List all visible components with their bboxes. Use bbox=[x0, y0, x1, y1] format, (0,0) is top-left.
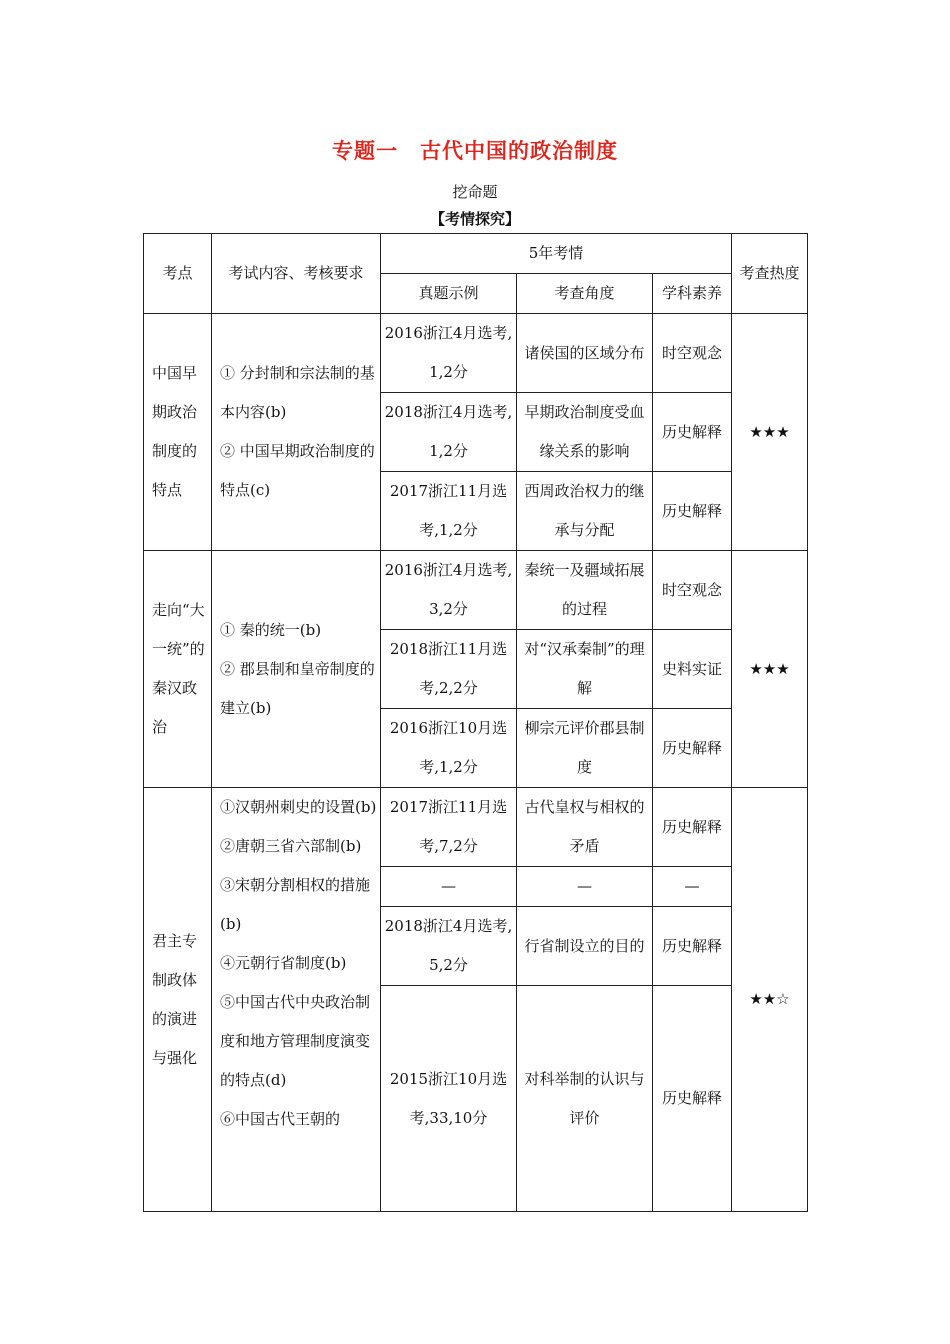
content-cell: ① 秦的统一(b) ② 郡县制和皇帝制度的建立(b) bbox=[212, 551, 381, 788]
heat-rating: ★★★ bbox=[732, 551, 808, 788]
example-cell: 2018浙江11月选考,2,2分 bbox=[381, 630, 517, 709]
angle-cell: 行省制设立的目的 bbox=[517, 907, 653, 986]
content-cell: ① 分封制和宗法制的基本内容(b) ② 中国早期政治制度的特点(c) bbox=[212, 314, 381, 551]
angle-cell: 诸侯国的区域分布 bbox=[517, 314, 653, 393]
example-cell: 2018浙江4月选考,1,2分 bbox=[381, 393, 517, 472]
subtitle: 挖命题 bbox=[452, 183, 498, 201]
header-heat: 考查热度 bbox=[732, 234, 808, 314]
exam-analysis-table bbox=[143, 233, 808, 1212]
literacy-cell: 历史解释 bbox=[653, 709, 732, 788]
example-cell: 2016浙江4月选考,1,2分 bbox=[381, 314, 517, 393]
header-example: 真题示例 bbox=[381, 274, 517, 314]
heat-rating: ★★★ bbox=[732, 314, 808, 551]
angle-cell: 秦统一及疆域拓展的过程 bbox=[517, 551, 653, 630]
angle-cell: 对“汉承秦制”的理解 bbox=[517, 630, 653, 709]
literacy-cell: 史料实证 bbox=[653, 630, 732, 709]
example-cell: 2016浙江10月选考,1,2分 bbox=[381, 709, 517, 788]
literacy-cell: 历史解释 bbox=[653, 986, 732, 1212]
header-five-year: 5年考情 bbox=[381, 234, 732, 274]
header-point: 考点 bbox=[144, 234, 212, 314]
angle-cell: — bbox=[517, 867, 653, 907]
angle-cell: 西周政治权力的继承与分配 bbox=[517, 472, 653, 551]
example-cell: 2018浙江4月选考,5,2分 bbox=[381, 907, 517, 986]
angle-cell: 对科举制的认识与评价 bbox=[517, 986, 653, 1212]
section-heading: 【考情探究】 bbox=[429, 210, 520, 228]
heat-rating: ★★☆ bbox=[732, 788, 808, 1212]
literacy-cell: — bbox=[653, 867, 732, 907]
literacy-cell: 历史解释 bbox=[653, 907, 732, 986]
header-content: 考试内容、考核要求 bbox=[212, 234, 381, 314]
point-cell: 走向“大一统”的秦汉政治 bbox=[144, 551, 212, 788]
header-angle: 考查角度 bbox=[517, 274, 653, 314]
angle-cell: 早期政治制度受血缘关系的影响 bbox=[517, 393, 653, 472]
literacy-cell: 历史解释 bbox=[653, 788, 732, 867]
content-cell: ①汉朝州刺史的设置(b) ②唐朝三省六部制(b) ③宋朝分割相权的措施(b) ④元朝行省制度(b) ⑤中国古代中央政治制度和地方管理制度演变的特点(d) ⑥中国古代王朝的 bbox=[212, 788, 381, 1212]
literacy-cell: 时空观念 bbox=[653, 314, 732, 393]
header-literacy: 学科素养 bbox=[653, 274, 732, 314]
example-cell: 2015浙江10月选考,33,10分 bbox=[381, 986, 517, 1212]
page-title: 专题一 古代中国的政治制度 bbox=[332, 138, 618, 163]
example-cell: 2016浙江4月选考,3,2分 bbox=[381, 551, 517, 630]
literacy-cell: 历史解释 bbox=[653, 472, 732, 551]
example-cell: 2017浙江11月选考,1,2分 bbox=[381, 472, 517, 551]
angle-cell: 古代皇权与相权的矛盾 bbox=[517, 788, 653, 867]
point-cell: 君主专制政体的演进与强化 bbox=[144, 788, 212, 1212]
literacy-cell: 历史解释 bbox=[653, 393, 732, 472]
example-cell: 2017浙江11月选考,7,2分 bbox=[381, 788, 517, 867]
angle-cell: 柳宗元评价郡县制度 bbox=[517, 709, 653, 788]
point-cell: 中国早期政治制度的特点 bbox=[144, 314, 212, 551]
example-cell: — bbox=[381, 867, 517, 907]
literacy-cell: 时空观念 bbox=[653, 551, 732, 630]
